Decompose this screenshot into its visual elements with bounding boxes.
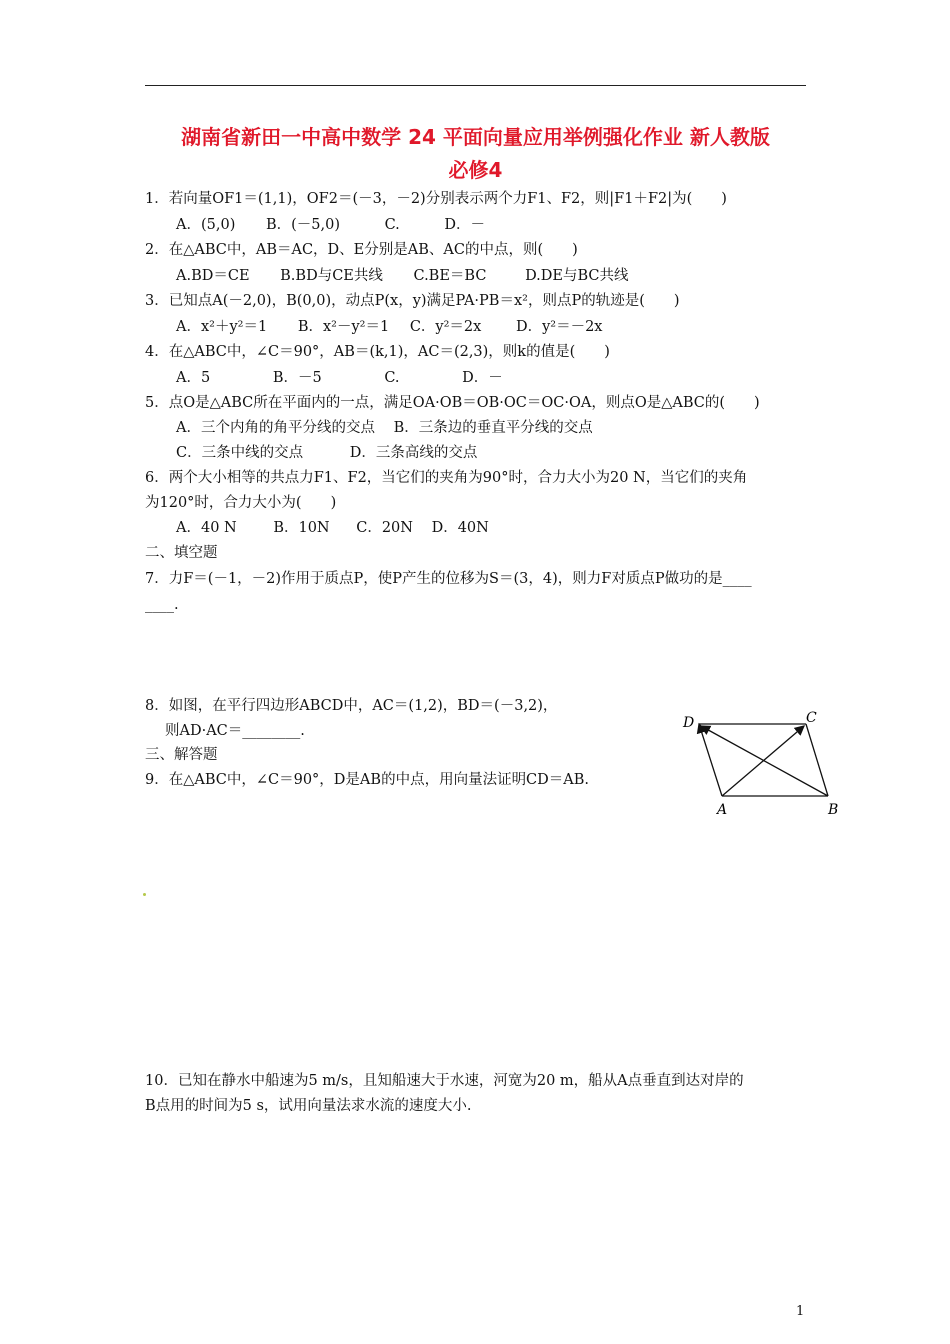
option-b: B.BD与CE共线 [280,268,383,284]
option-c: C．20N [356,520,413,536]
section-heading-solutions: 三、解答题 [145,747,218,763]
option-b: B．x²－y²＝1 [297,319,390,335]
label-b: B [828,802,839,818]
vector-bd [701,726,828,796]
question-2: 2．在△ABC中，AB＝AC，D、E分别是AB、AC的中点，则( ) [145,242,578,258]
option-d: D.DE与BC共线 [525,268,629,284]
option-b: B．三条边的垂直平分线的交点 [393,420,593,436]
question-9: 9．在△ABC中，∠C＝90°，D是AB的中点，用向量法证明CD＝AB. [145,772,590,788]
option-a: A．x²＋y²＝1 [176,319,268,335]
question-7-line1: 7．力F＝(－1，－2)作用于质点P，使P产生的位移为S＝(3，4)，则力F对质点P做功的是____ [145,571,752,587]
question-3-options [176,317,602,337]
option-b: B．10N [273,520,330,536]
label-c: C [806,710,817,726]
question-5-options-row2 [176,443,477,463]
question-7-line2: ____. [145,597,179,613]
question-5-options-row1 [176,418,593,438]
header-rule [145,85,806,86]
option-a: A．(5,0) [176,217,236,233]
option-b: B．－5 [272,370,322,386]
label-a: A [717,802,728,818]
vector-ac [722,726,804,796]
option-d: D．三条高线的交点 [349,445,478,461]
parallelogram-diagram [675,708,850,820]
doc-title-line1: 湖南省新田一中高中数学 24 平面向量应用举例强化作业 新人教版 [181,125,770,149]
option-c: C．三条中线的交点 [176,445,304,461]
question-8-line2: 则AD·AC＝________. [165,723,305,739]
question-4: 4．在△ABC中，∠C＝90°，AB＝(k,1)，AC＝(2,3)，则k的值是( ) [145,344,610,360]
option-d: D．－ [462,370,503,386]
option-c: C．y²＝2x [409,319,482,335]
label-d: D [683,715,695,731]
question-3: 3．已知点A(－2,0)，B(0,0)，动点P(x，y)满足PA·PB＝x²，则点P的轨迹是( ) [145,293,680,309]
option-c: C. [384,217,400,233]
option-c: C. [384,370,400,386]
option-d: D．－ [444,217,486,233]
question-5: 5．点O是△ABC所在平面内的一点，满足OA·OB＝OB·OC＝OC·OA，则点O是△ABC的( ) [145,395,760,411]
question-10-line2: B点用的时间为5 s，试用向量法求水流的速度大小. [145,1098,472,1114]
option-a: A．5 [176,370,211,386]
vector-ad [699,724,722,796]
scan-speck [143,893,146,896]
question-6-line1: 6．两个大小相等的共点力F1、F2，当它们的夹角为90°时，合力大小为20 N，当它们的夹角 [145,470,748,486]
option-d: D．40N [431,520,489,536]
option-c: C.BE＝BC [413,268,487,284]
option-a: A.BD＝CE [176,268,250,284]
option-a: A．40 N [176,520,237,536]
option-a: A．三个内角的角平分线的交点 [176,420,375,436]
doc-title-line2: 必修4 [448,158,503,182]
question-4-options [176,368,503,388]
question-8-line1: 8．如图，在平行四边形ABCD中，AC＝(1,2)，BD＝(－3,2)， [145,698,558,714]
question-1-options [176,215,485,235]
option-b: B．(－5,0) [265,217,340,233]
question-6-options [176,518,489,538]
page-number: 1 [796,1304,805,1319]
question-6-line2: 为120°时，合力大小为( ) [145,495,337,511]
section-heading-fill-in: 二、填空题 [145,545,218,561]
option-d: D．y²＝－2x [515,319,603,335]
question-2-options [176,266,629,286]
question-1: 1．若向量OF1＝(1,1)，OF2＝(－3，－2)分别表示两个力F1、F2，则|F1＋F2|为( ) [145,191,727,207]
question-10-line1: 10．已知在静水中船速为5 m/s，且知船速大于水速，河宽为20 m，船从A点垂直到达对岸的 [145,1073,744,1089]
